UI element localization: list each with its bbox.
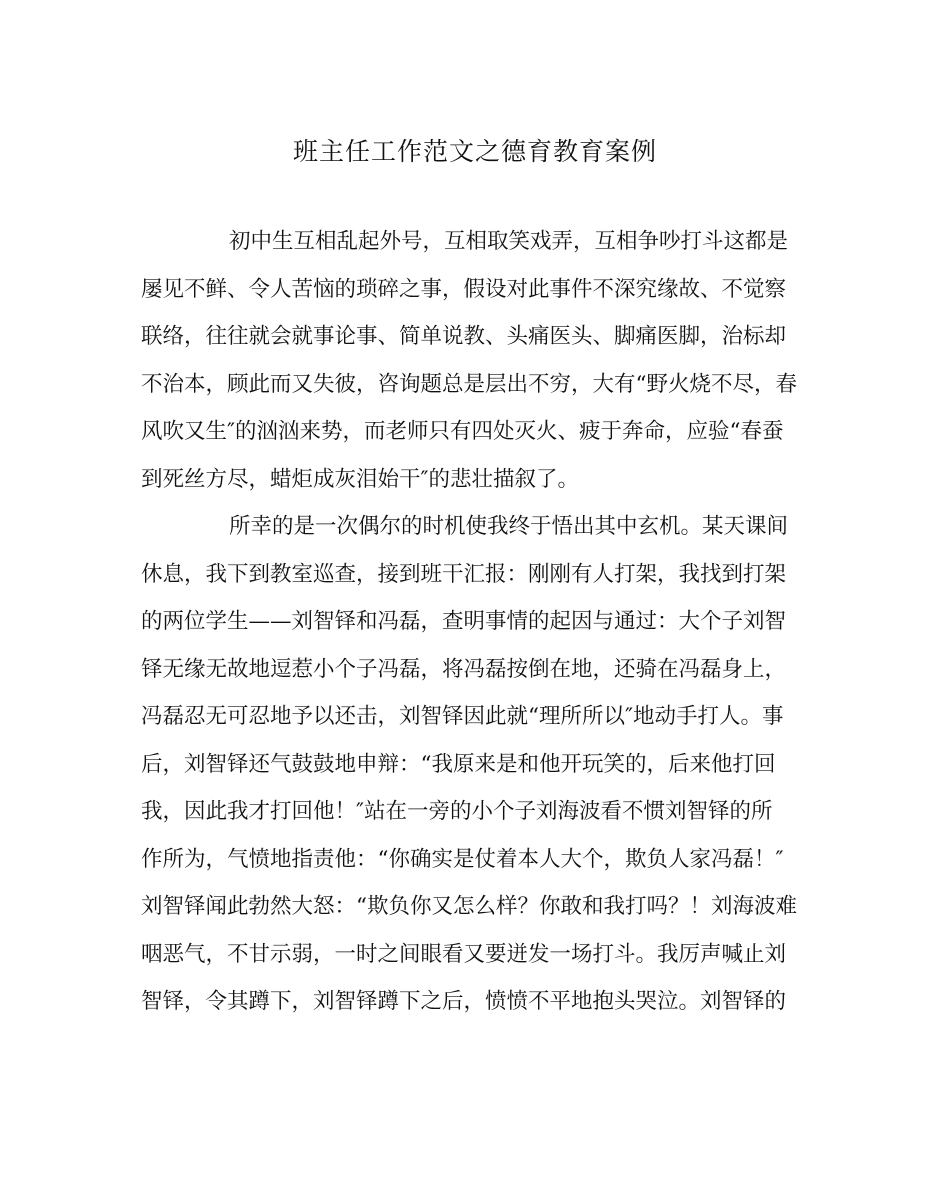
- text-line: 联络，往往就会就事论事、简单说教、头痛医头、脚痛医脚，治标却: [141, 324, 787, 349]
- text-line: 所幸的是一次偶尔的时机使我终于悟出其中玄机。某天课间: [229, 514, 789, 539]
- paragraph-1: [141, 218, 811, 503]
- text-line: 我，因此我才打回他！″站在一旁的小个子刘海波看不惯刘智铎的所: [141, 799, 773, 824]
- text-line: 刘智铎闻此勃然大怒：“欺负你又怎么样？你敢和我打吗？！刘海波难: [141, 894, 797, 919]
- text-line: 初中生互相乱起外号，互相取笑戏弄，互相争吵打斗这都是: [229, 229, 789, 254]
- text-line: 冯磊忍无可忍地予以还击，刘智铎因此就“理所所以″地动手打人。事: [141, 704, 784, 729]
- text-line: 咽恶气，不甘示弱，一时之间眼看又要迸发一场打斗。我厉声喊止刘: [141, 941, 787, 967]
- document-body: [141, 218, 811, 1026]
- text-line: 到死丝方尽，蜡炬成灰泪始干″的悲壮描叙了。: [141, 466, 580, 492]
- document-title: 班主任工作范文之德育教育案例: [292, 137, 657, 166]
- text-line: 后，刘智铎还气鼓鼓地申辩：“我原来是和他开玩笑的，后来他打回: [141, 751, 776, 777]
- text-line: 不治本，顾此而又失彼，咨询题总是层出不穷，大有“野火烧不尽，春: [141, 371, 797, 397]
- text-line: 铎无缘无故地逗惹小个子冯磊，将冯磊按倒在地，还骑在冯磊身上，: [141, 656, 787, 682]
- text-line: 智铎，令其蹲下，刘智铎蹲下之后，愤愤不平地抱头哭泣。刘智铎的: [141, 989, 787, 1014]
- text-line: 休息，我下到教室巡查，接到班干汇报：刚刚有人打架，我找到打架: [141, 561, 787, 587]
- text-line: 屡见不鲜、令人苦恼的琐碎之事，假设对此事件不深究缘故、不觉察: [141, 276, 787, 302]
- text-line: 作所为，气愤地指责他：“你确实是仗着本人大个，欺负人家冯磊！″: [141, 846, 784, 872]
- text-line: 的两位学生——刘智铎和冯磊，查明事情的起因与通过：大个子刘智: [141, 609, 787, 634]
- paragraph-2: [141, 503, 811, 1026]
- text-line: 风吹又生″的汹汹来势，而老师只有四处灭火、疲于奔命，应验“春蚕: [141, 419, 784, 444]
